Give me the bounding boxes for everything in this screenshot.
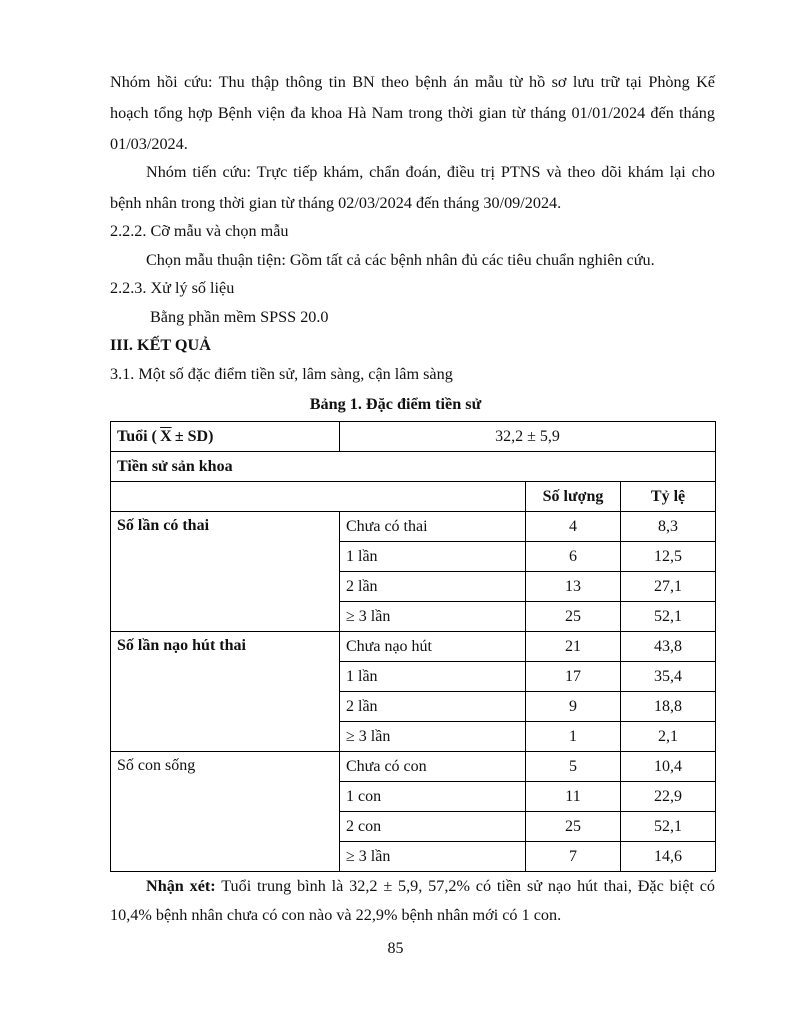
heading-2-2-2: 2.2.2. Cỡ mẫu và chọn mẫu [110, 222, 289, 240]
category-cell: 1 lần [340, 542, 526, 572]
rate-cell: 8,3 [621, 512, 716, 542]
heading-results: III. KẾT QUẢ [110, 336, 211, 354]
table-row-age [111, 422, 716, 452]
paragraph-sampling: Chọn mẫu thuận tiện: Gồm tất cả các bệnh nhân đủ các tiêu chuẩn nghiên cứu. [146, 251, 655, 269]
category-cell: 1 con [340, 782, 526, 812]
rate-cell: 10,4 [621, 752, 716, 782]
rate-cell: 35,4 [621, 662, 716, 692]
paragraph-software: Bằng phần mềm SPSS 20.0 [150, 308, 329, 326]
category-cell: 2 lần [340, 572, 526, 602]
rate-cell: 52,1 [621, 812, 716, 842]
count-cell: 13 [526, 572, 621, 602]
count-cell: 25 [526, 812, 621, 842]
group-label-cell: Số lần có thai [111, 512, 340, 632]
rate-cell: 52,1 [621, 602, 716, 632]
table-row [111, 632, 716, 662]
count-cell: 4 [526, 512, 621, 542]
column-header-count: Số lượng [526, 482, 621, 512]
paragraph-prospective-line2: bệnh nhân trong thời gian từ tháng 02/03/2024 đến tháng 30/09/2024. [110, 194, 562, 212]
category-cell: 1 lần [340, 662, 526, 692]
count-cell: 25 [526, 602, 621, 632]
count-cell: 7 [526, 842, 621, 872]
table-row-column-headers [111, 482, 716, 512]
category-cell: 2 lần [340, 692, 526, 722]
count-cell: 17 [526, 662, 621, 692]
remark-line1: Nhận xét: Tuổi trung bình là 32,2 ± 5,9, 57,2% có tiền sử nạo hút thai, Đặc biệt có [146, 877, 715, 895]
history-table [110, 421, 716, 872]
count-cell: 5 [526, 752, 621, 782]
rate-cell: 14,6 [621, 842, 716, 872]
count-cell: 6 [526, 542, 621, 572]
obstetric-header-cell: Tiền sử sản khoa [111, 452, 716, 482]
count-cell: 9 [526, 692, 621, 722]
group-label-cell: Số lần nạo hút thai [111, 632, 340, 752]
paragraph-prospective-line1: Nhóm tiến cứu: Trực tiếp khám, chẩn đoán, điều trị PTNS và theo dõi khám lại cho [146, 163, 715, 181]
category-cell: ≥ 3 lần [340, 602, 526, 632]
count-cell: 21 [526, 632, 621, 662]
column-header-rate: Tỷ lệ [621, 482, 716, 512]
paragraph-retrospective-line3: 01/03/2024. [110, 135, 188, 153]
age-value-cell: 32,2 ± 5,9 [340, 422, 716, 452]
category-cell: Chưa nạo hút [340, 632, 526, 662]
mean-x-symbol: $\overline{X}$ [160, 427, 172, 445]
rate-cell: 18,8 [621, 692, 716, 722]
category-cell: Chưa có con [340, 752, 526, 782]
table-caption: Bảng 1. Đặc điểm tiền sử [309, 395, 482, 413]
rate-cell: 12,5 [621, 542, 716, 572]
page-number: 85 [387, 940, 404, 957]
remark-line2: 10,4% bệnh nhân chưa có con nào và 22,9% bệnh nhân mới có 1 con. [110, 906, 562, 924]
group-label-cell: Số con sống [111, 752, 340, 872]
rate-cell: 2,1 [621, 722, 716, 752]
count-cell: 1 [526, 722, 621, 752]
rate-cell: 22,9 [621, 782, 716, 812]
rate-cell: 43,8 [621, 632, 716, 662]
heading-3-1: 3.1. Một số đặc điểm tiền sử, lâm sàng, cận lâm sàng [110, 365, 453, 383]
paragraph-retrospective-line1: Nhóm hồi cứu: Thu thập thông tin BN theo bệnh án mẫu từ hồ sơ lưu trữ tại Phòng Kế [110, 73, 715, 91]
table-row [111, 512, 716, 542]
rate-cell: 27,1 [621, 572, 716, 602]
category-cell: ≥ 3 lần [340, 842, 526, 872]
category-cell: ≥ 3 lần [340, 722, 526, 752]
age-label-cell: Tuổi ( $\overline{X} \pm SD$) [111, 422, 340, 452]
empty-header-cell [111, 482, 526, 512]
heading-2-2-3: 2.2.3. Xử lý số liệu [110, 279, 235, 297]
category-cell: 2 con [340, 812, 526, 842]
paragraph-retrospective-line2: hoạch tổng hợp Bệnh viện đa khoa Hà Nam trong thời gian từ tháng 01/01/2024 đến tháng [110, 104, 715, 122]
category-cell: Chưa có thai [340, 512, 526, 542]
table-row-obstetric-header [111, 452, 716, 482]
table-row [111, 752, 716, 782]
count-cell: 11 [526, 782, 621, 812]
